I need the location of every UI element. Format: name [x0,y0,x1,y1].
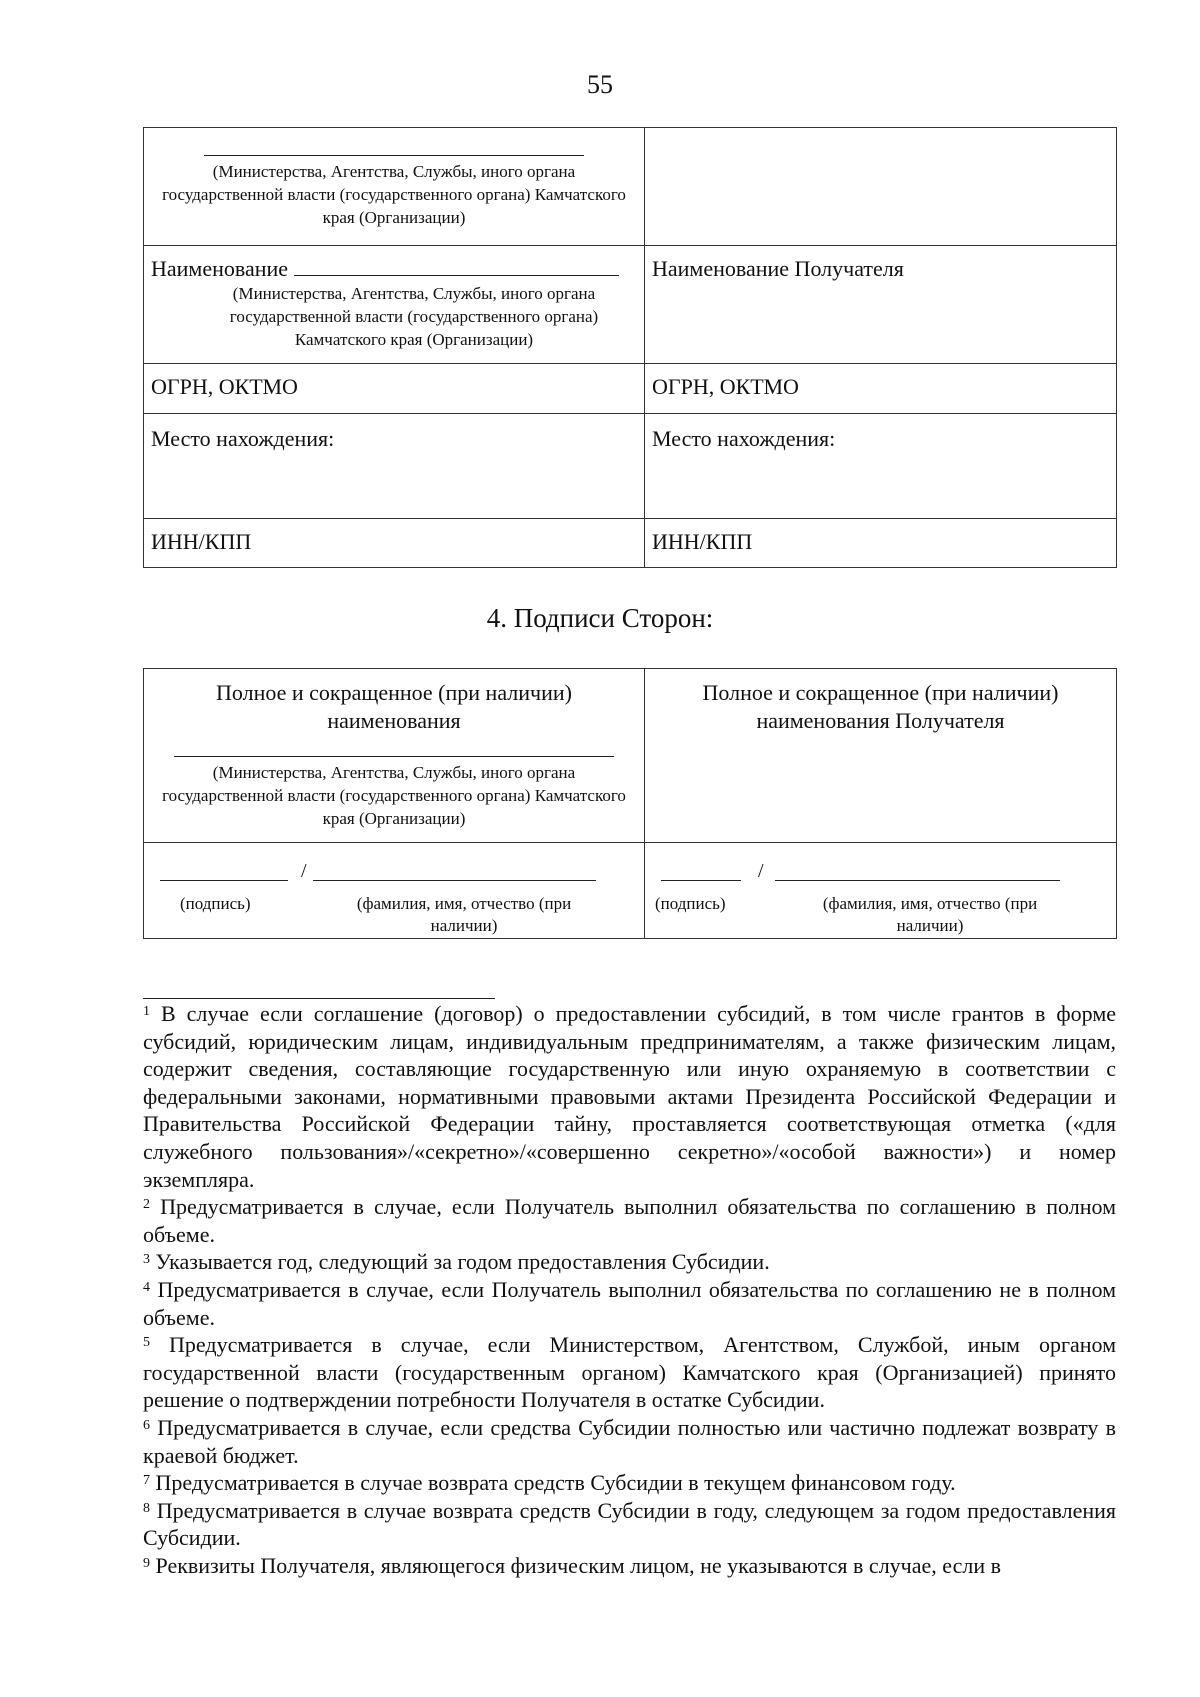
signatures-table [143,668,1117,939]
signature-labels [645,891,1116,937]
location-right: Место нахождения: [645,414,1117,519]
fio-label: (фамилия, имя, отчество (при наличии) [822,894,1038,935]
signature-labels [144,891,644,937]
inn-right: ИНН/КПП [645,519,1117,568]
left-signature-cell [144,843,645,939]
right-signature-cell [645,843,1117,939]
left-heading-cell [144,669,645,843]
ogrn-right: ОГРН, ОКТМО [645,364,1117,414]
signature-line [661,879,741,881]
name-blank-line [294,275,619,276]
authority-hint: (Министерства, Агентства, Службы, иного органа государственной власти (государственного органа) Камчатского края (Организации) [162,162,626,227]
footnote-9: $^9$ Реквизиты Получателя, являющегося физическим лицом, не указываются в случае, если в [143,1552,1001,1578]
signature-label: (подпись) [655,894,726,913]
authority-cell [144,128,645,246]
signature-line [160,879,288,881]
footnote-4: $^4$ Предусматривается в случае, если Получатель выполнил обязательства по соглашению не в полном объеме. [143,1276,1116,1330]
empty-cell [645,128,1117,246]
inn-left: ИНН/КПП [144,519,645,568]
location-left: Место нахождения: [144,414,645,519]
footnote-3: $^3$ Указывается год, следующий за годом предоставления Субсидии. [143,1249,770,1275]
left-heading: Полное и сокращенное (при наличии) наименования [216,680,572,733]
name-label: Наименование [151,256,289,281]
table-row [144,843,1117,939]
left-hint: (Министерства, Агентства, Службы, иного органа государственной власти (государственного органа) Камчатского края (Организации) [162,763,626,828]
footnotes [143,1000,1116,1579]
table-row [144,414,1117,519]
page-number: 55 [587,70,613,99]
table-row [144,246,1117,364]
ogrn-left: ОГРН, ОКТМО [144,364,645,414]
signature-label: (подпись) [180,894,251,913]
footnote-6: $^6$ Предусматривается в случае, если средства Субсидии полностью или частично подлежат возврату в краевой бюджет. [143,1414,1117,1468]
signature-line-row [144,855,644,891]
table-row [144,364,1117,414]
table-row [144,669,1117,843]
footnote-7: $^7$ Предусматривается в случае возврата средств Субсидии в текущем финансовом году. [143,1470,956,1496]
footnote-5: $^5$ Предусматривается в случае, если Министерством, Агентством, Службой, иным органом государственной власти (государственным органом) Камчатского края (Организацией) принято решение о подтверждении потребности Получателя в остатке Субсидии. [143,1332,1117,1413]
right-heading: Полное и сокращенное (при наличии) наименования Получателя [702,680,1059,733]
blank-line [204,154,584,156]
footnote-8: $^8$ Предусматривается в случае возврата средств Субсидии в году, следующем за годом предоставления Субсидии. [143,1497,1117,1551]
footnote-2: $^2$ Предусматривается в случае, если Получатель выполнил обязательства по соглашению в полном объеме. [143,1194,1117,1247]
signature-line-row [645,855,1116,891]
name-cell [144,246,645,364]
slash: / [301,860,307,882]
table-row [144,519,1117,568]
fio-line [313,879,596,881]
fio-label: (фамилия, имя, отчество (при наличии) [356,894,572,935]
blank-line [174,755,614,757]
fio-line [775,879,1060,881]
slash: / [758,860,764,882]
recipient-name: Наименование Получателя [652,256,904,281]
right-heading-cell [645,669,1117,843]
name-hint: (Министерства, Агентства, Службы, иного органа государственной власти (государственного органа) Камчатского края (Организации) [229,284,599,349]
footnote-1: $^1$ В случае если соглашение (договор) о предоставлении субсидий, в том числе грантов в форме субсидий, юридическим лицам, индивидуальным предпринимателям, а также физическим лицам, содержит сведения, составляющие государственную или иную охраняемую в соответствии с федеральными законами, нормативными правовыми актами Президента Российской Федерации и Правительства Российской Федерации тайну, проставляется соответствующая отметка («для служебного пользования»/«секретно»/«совершенно секретно»/«особой важности») и номер экземпляра. [143,1001,1116,1192]
table-row [144,128,1117,246]
recipient-name-cell [645,246,1117,364]
requisites-table [143,127,1117,568]
section-title: 4. Подписи Сторон: [486,603,714,633]
